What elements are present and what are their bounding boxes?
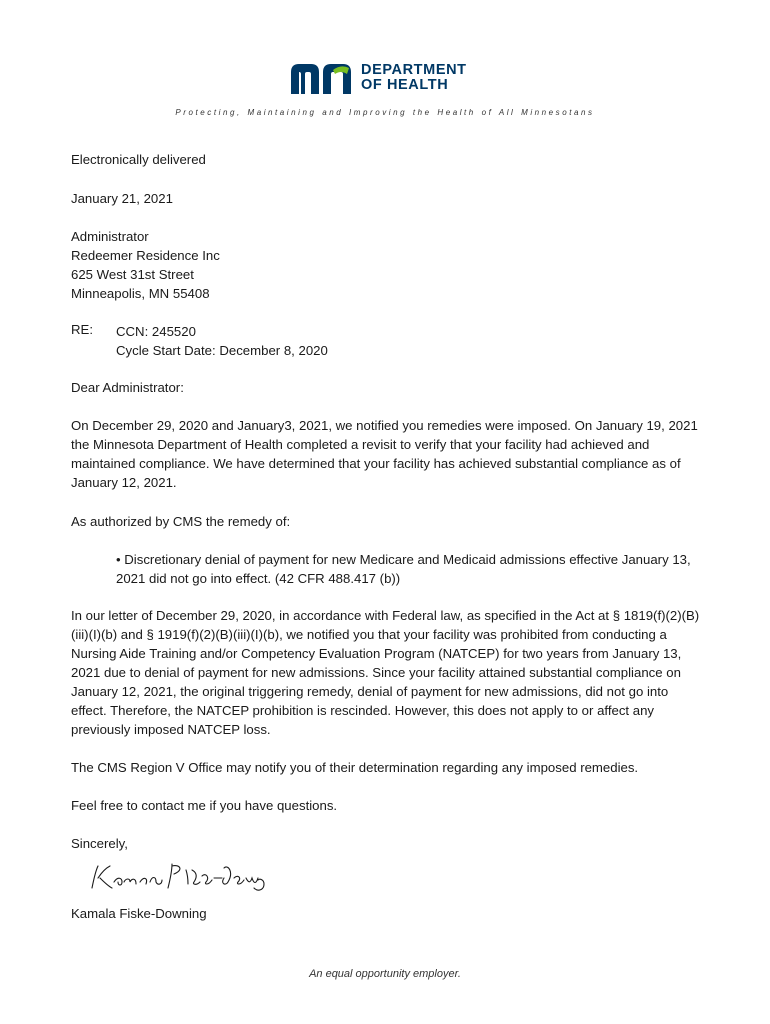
logo-line-2: OF HEALTH — [361, 77, 449, 93]
re-details — [116, 322, 328, 360]
footer-note: An equal opportunity employer. — [309, 968, 461, 980]
tagline: Protecting, Maintaining and Improving the Health of All Minnesotans — [175, 108, 595, 117]
delivery-note: Electronically delivered — [71, 152, 206, 167]
recipient-address — [71, 227, 711, 303]
address-line: Redeemer Residence Inc — [71, 248, 220, 263]
address-line: Administrator — [71, 229, 149, 244]
remedy-bullet: • Discretionary denial of payment for new Medicare and Medicaid admissions effective January 13, 2021 did not go into effect. (42 CFR 488.417 (b)) — [116, 552, 691, 586]
logo-wordmark — [361, 63, 467, 93]
closing: Sincerely, — [71, 836, 128, 851]
mn-logo-icon — [289, 62, 355, 96]
signer-name: Kamala Fiske-Downing — [71, 906, 207, 921]
logo-line-1: DEPARTMENT — [361, 62, 467, 78]
mdh-logo — [289, 62, 481, 96]
address-line: Minneapolis, MN 55408 — [71, 286, 210, 301]
paragraph-4: The CMS Region V Office may notify you of their determination regarding any imposed remedies. — [71, 760, 639, 775]
salutation: Dear Administrator: — [71, 380, 184, 395]
re-label: RE: — [71, 322, 93, 337]
paragraph-2: As authorized by CMS the remedy of: — [71, 514, 291, 529]
re-line: CCN: 245520 — [116, 324, 196, 339]
paragraph-5: Feel free to contact me if you have questions. — [71, 798, 338, 813]
address-line: 625 West 31st Street — [71, 267, 194, 282]
letter-date: January 21, 2021 — [71, 191, 173, 206]
paragraph-1: On December 29, 2020 and January3, 2021, we notified you remedies were imposed. On January 19, 2021 the Minnesota Department of Health completed a revisit to verify that your facility had achieved and maintained compliance. We have determined that your facility has achieved substantial compliance as of January 12, 2021. — [71, 418, 698, 490]
paragraph-3: In our letter of December 29, 2020, in accordance with Federal law, as specified in the Act at § 1819(f)(2)(B)(iii)(I)(b) and § 1919(f)(2)(B)(iii)(I)(b), we notified you that your facility was prohibited from conducting a Nursing Aide Training and/or Competency Evaluation Program (NATCEP) for two years from January 13, 2021 due to denial of payment for new admissions. Since your facility attained substantial compliance on January 12, 2021, the original triggering remedy, denial of payment for new admissions, did not go into effect. Therefore, the NATCEP prohibition is rescinded. However, this does not apply to or affect any previously imposed NATCEP loss. — [71, 608, 700, 737]
re-line: Cycle Start Date: December 8, 2020 — [116, 343, 328, 358]
handwritten-signature — [88, 860, 268, 894]
